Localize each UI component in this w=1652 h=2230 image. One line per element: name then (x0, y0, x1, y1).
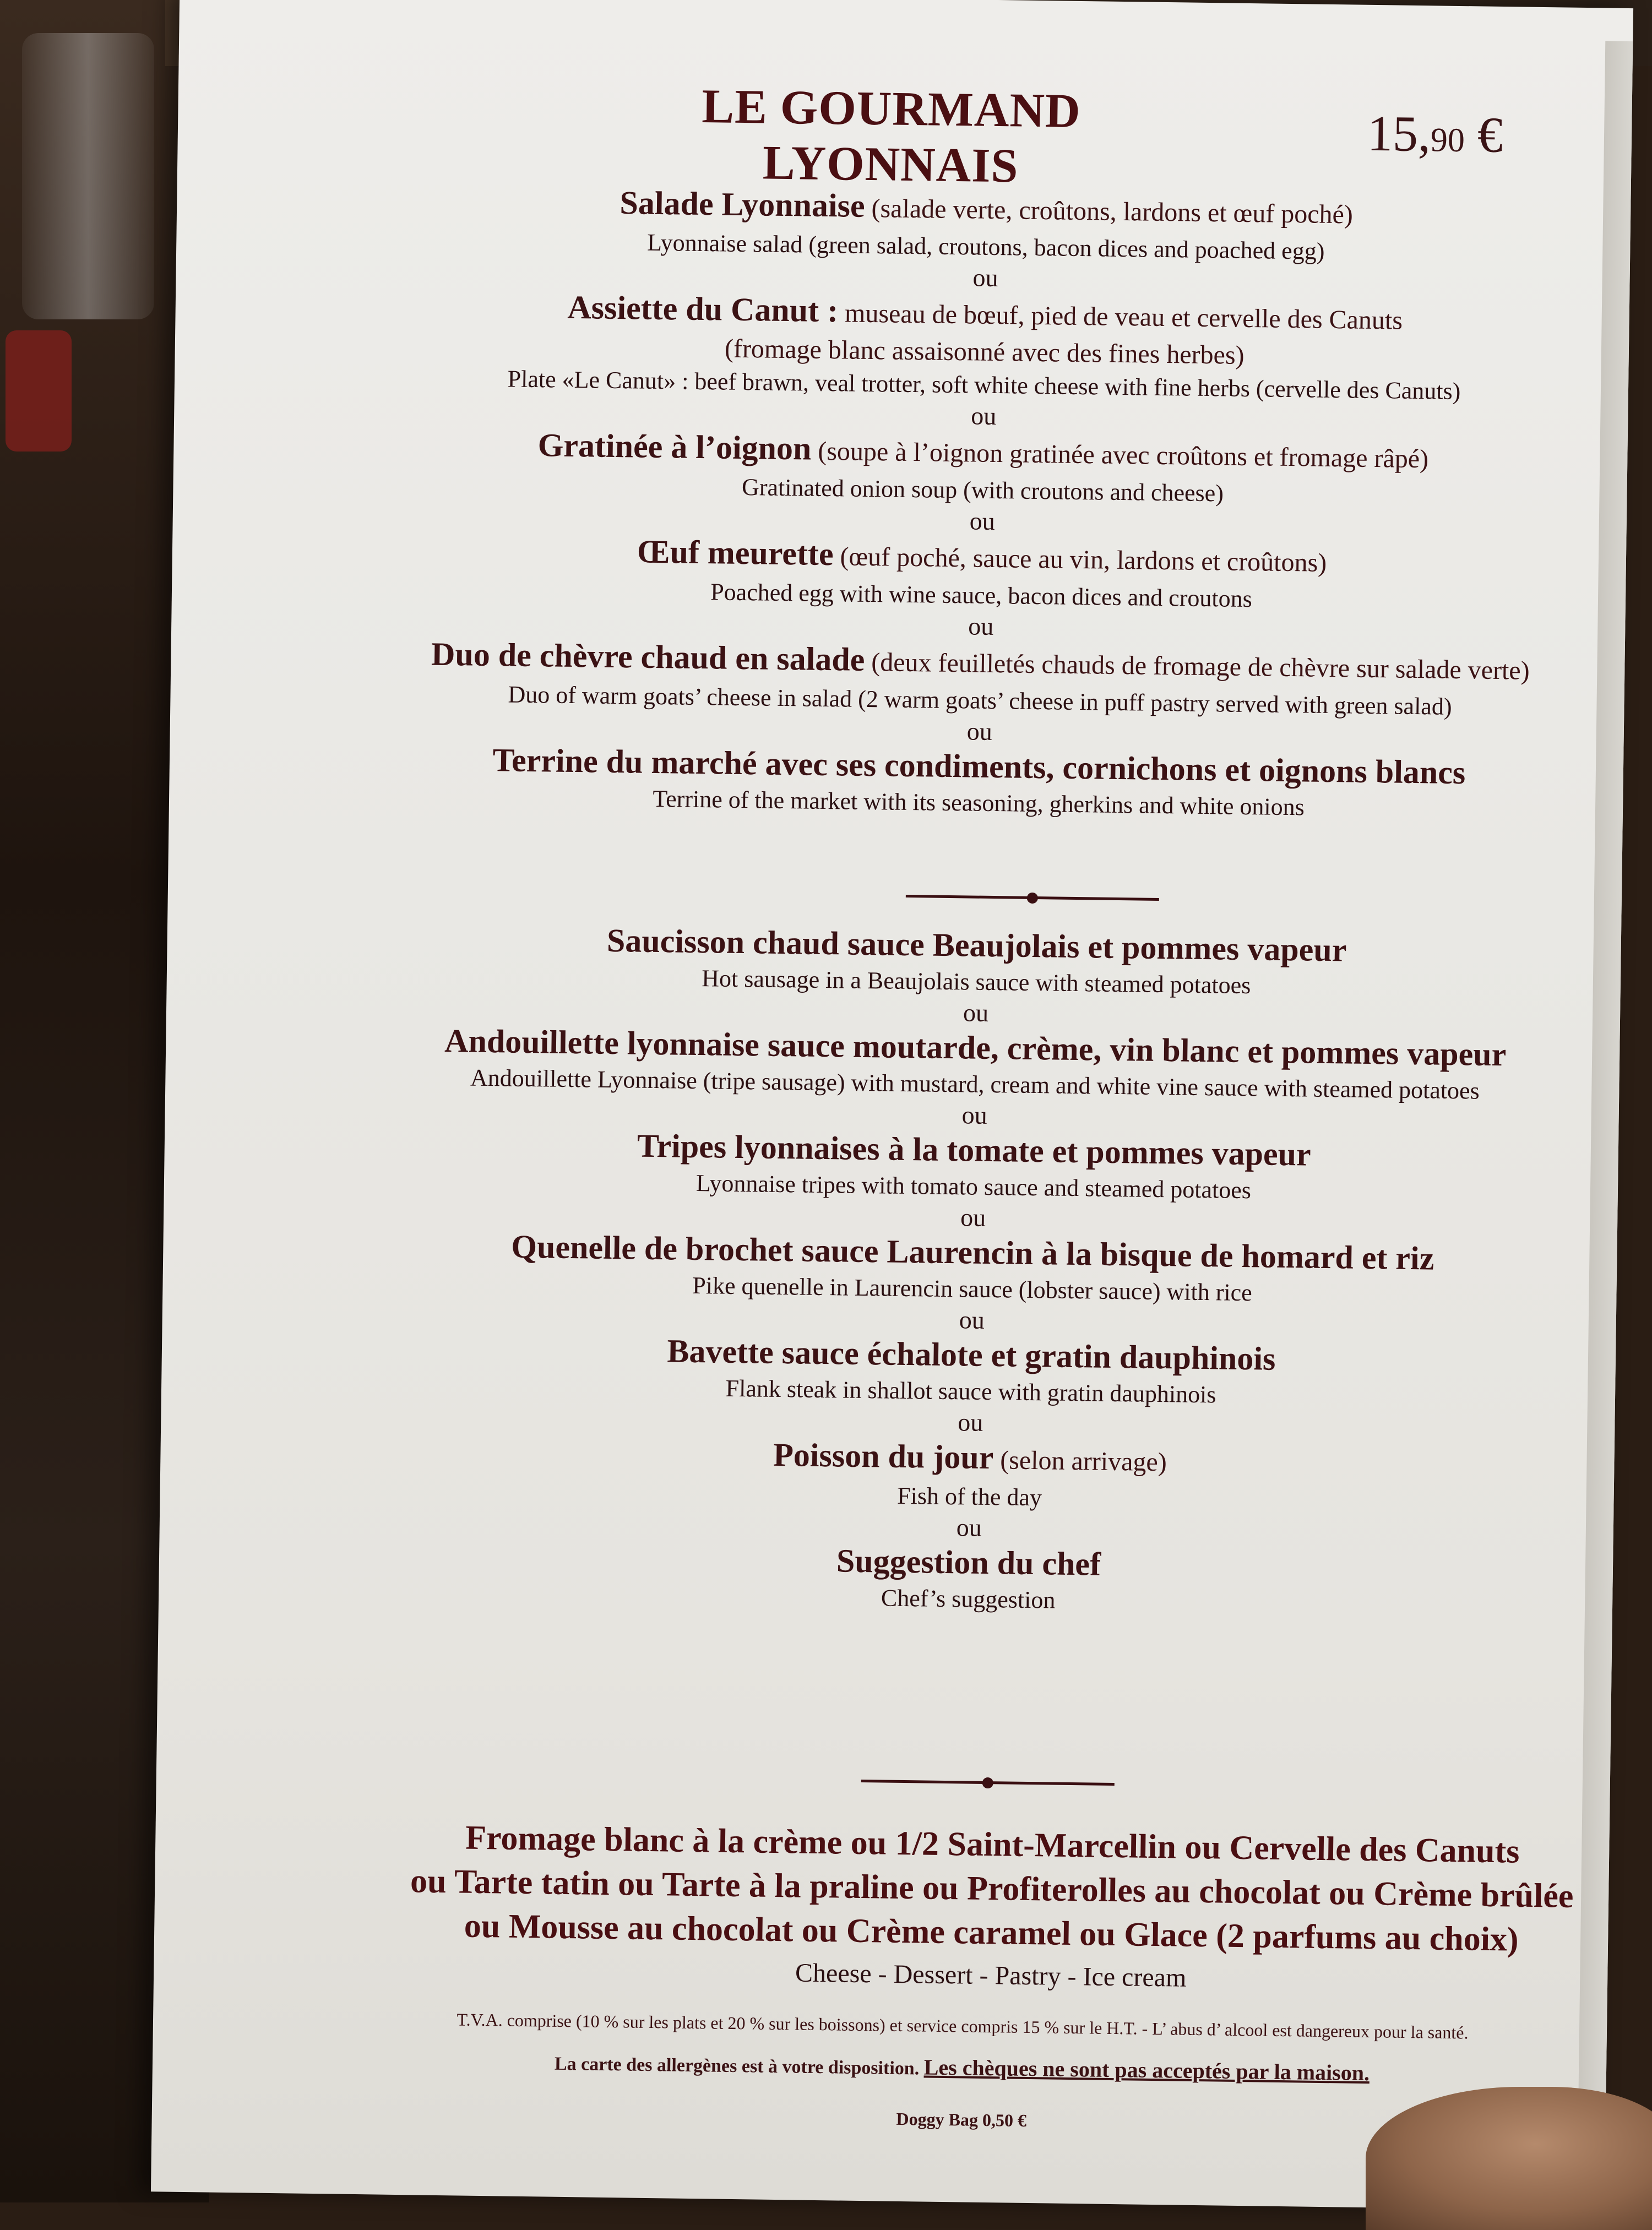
dish-description-en: Poached egg with wine sauce, bacon dices and croutons (710, 578, 1253, 613)
doggy-bag-price: Doggy Bag 0,50 € (896, 2108, 1027, 2130)
cheques-notice: Les chèques ne sont pas acceptés par la maison. (923, 2054, 1370, 2086)
desserts-description-en: Cheese - Dessert - Pastry - Ice cream (795, 1958, 1187, 1993)
menu-title: LE GOURMAND LYONNAIS (701, 79, 1082, 193)
separator-ou: ou (956, 1513, 982, 1542)
dish-name: Terrine du marché avec ses condiments, cornichons et oignons blancs (492, 742, 1466, 791)
starters-list (345, 179, 1620, 828)
dish-name: Poisson du jour (773, 1436, 994, 1476)
dish-name: Duo de chèvre chaud en salade (431, 635, 865, 678)
desserts-line-3: ou Mousse au chocolat ou Crème caramel ou Glace (2 parfums au choix) (464, 1907, 1519, 1959)
separator-ou: ou (963, 998, 989, 1027)
menu-page (151, 0, 1633, 2211)
dish-description-fr: (salade verte, croûtons, lardons et œuf poché) (865, 193, 1354, 230)
separator-ou: ou (959, 1306, 985, 1334)
dish-name: Andouillette lyonnaise sauce moutarde, crème, vin blanc et pommes vapeur (444, 1022, 1507, 1073)
dish-name: Œuf meurette (637, 533, 834, 573)
mains-list (335, 917, 1610, 1624)
separator-ou: ou (966, 717, 993, 746)
separator-ou: ou (969, 507, 996, 535)
thumb (1366, 2087, 1652, 2230)
dish-name: Assiette du Canut : (567, 289, 839, 329)
dish-description-en: Plate «Le Canut» : beef brawn, veal trotter, soft white cheese with fine herbs (cervelle des Canuts) (507, 365, 1461, 405)
dish-description-fr: museau de bœuf, pied de veau et cervelle des Canuts (838, 298, 1403, 335)
dish-description-en: Gratinated onion soup (with croutons and cheese) (741, 473, 1224, 507)
dish-name: Bavette sauce échalote et gratin dauphinois (667, 1332, 1276, 1377)
dish-description-en: Hot sausage in a Beaujolais sauce with steamed potatoes (702, 965, 1251, 999)
allergens-notice (329, 2046, 1595, 2088)
dish-description-en: Terrine of the market with its seasoning, gherkins and white onions (653, 785, 1305, 821)
separator-ou: ou (972, 263, 998, 292)
dish-description-en: Lyonnaise salad (green salad, croutons, bacon dices and poached egg) (646, 229, 1325, 265)
dish-name: Suggestion du chef (836, 1542, 1101, 1582)
separator-ou: ou (958, 1408, 983, 1437)
dish-name: Saucisson chaud sauce Beaujolais et pommes vapeur (606, 922, 1347, 969)
dish-description-fr-2: (fromage blanc assaisonné avec des fines herbes) (724, 334, 1245, 370)
tva-notice: T.V.A. comprise (10 % sur les plats et 20 % sur les boissons) et service compris 15 % sur le H.T. - L’ abus d’ alcool est dangereux pour la santé. (457, 2009, 1469, 2043)
dish-description-en: Chef’s suggestion (881, 1584, 1056, 1614)
dish-name: Salade Lyonnaise (620, 184, 866, 224)
desserts-line-2: ou Tarte tatin ou Tarte à la praline ou Profiterolles au chocolat ou Crème brûlée (410, 1862, 1574, 1915)
desserts-block (248, 1813, 1652, 1964)
section-divider (861, 1772, 1115, 1792)
dish-name: Gratinée à l’oignon (537, 427, 812, 467)
allergens-text: La carte des allergènes est à votre disposition. (554, 2053, 924, 2079)
dish-description-en: Fish of the day (896, 1482, 1042, 1511)
separator-ou: ou (961, 1101, 988, 1129)
dish-name: Quenelle de brochet sauce Laurencin à la bisque de homard et riz (510, 1228, 1434, 1277)
dish-description-fr: (deux feuilletés chauds de fromage de chèvre sur salade verte) (864, 647, 1530, 686)
glass-reflection (22, 33, 154, 319)
separator-ou: ou (970, 401, 997, 431)
dish-description-fr: (œuf poché, sauce au vin, lardons et croûtons) (833, 542, 1327, 578)
dish-description-fr: (soupe à l’oignon gratinée avec croûtons et fromage râpé) (811, 436, 1429, 474)
price-main: 15, (1367, 105, 1431, 162)
red-object (6, 330, 72, 452)
dish-name: Tripes lyonnaises à la tomate et pommes vapeur (637, 1127, 1312, 1173)
price-currency: € (1464, 106, 1503, 164)
dish-description-en: Lyonnaise tripes with tomato sauce and steamed potatoes (695, 1169, 1252, 1204)
dish-description-en: Flank steak in shallot sauce with gratin dauphinois (725, 1374, 1216, 1408)
separator-ou: ou (968, 612, 994, 640)
menu-price (1367, 104, 1503, 164)
separator-ou: ou (960, 1203, 986, 1232)
dish-description-fr: (selon arrivage) (993, 1445, 1167, 1477)
desserts-line-1: Fromage blanc à la crème ou 1/2 Saint-Marcellin ou Cervelle des Canuts (465, 1819, 1520, 1870)
dish-description-en: Andouillette Lyonnaise (tripe sausage) with mustard, cream and white vine sauce with steamed potatoes (470, 1064, 1480, 1105)
section-divider (906, 888, 1159, 907)
dish-description-en: Pike quenelle in Laurencin sauce (lobster sauce) with rice (692, 1271, 1253, 1307)
price-cents: 90 (1430, 121, 1465, 160)
dish-description-en: Duo of warm goats’ cheese in salad (2 warm goats’ cheese in puff pastry served with green salad) (508, 681, 1452, 720)
